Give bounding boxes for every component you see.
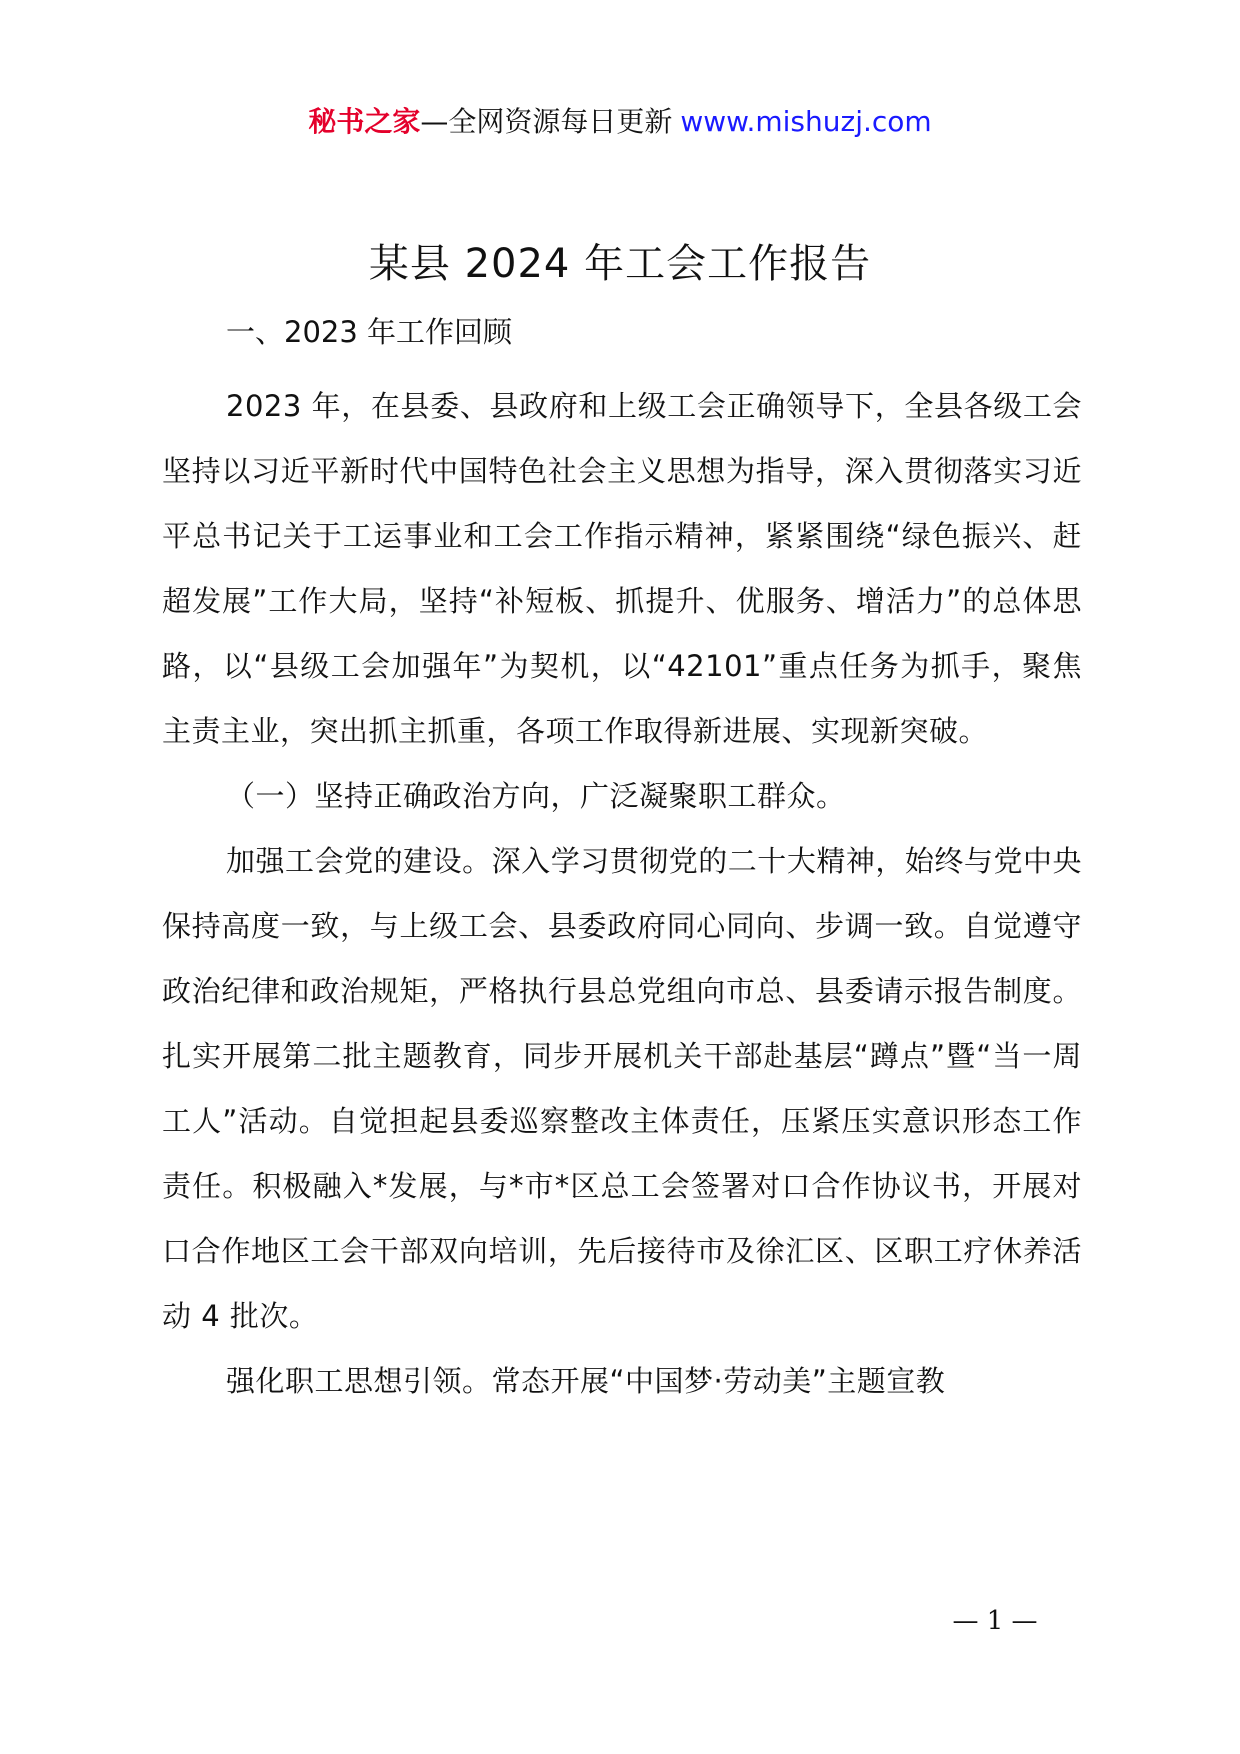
paragraph-intro: 2023 年，在县委、县政府和上级工会正确领导下，全县各级工会坚持以习近平新时代中国特色社会主义思想为指导，深入贯彻落实习近平总书记关于工运事业和工会工作指示精神，紧紧围绕“绿色振兴、赶超发展”工作大局，坚持“补短板、抓提升、优服务、增活力”的总体思路，以“县级工会加强年”为契机，以“42101”重点任务为抓手，聚焦主责主业，突出抓主抓重，各项工作取得新进展、实现新突破。 [162,389,1082,748]
section-heading: 一、2023 年工作回顾 [226,315,513,349]
site-header [0,100,1240,144]
header-slogan: —全网资源每日更新 [420,105,673,138]
site-url-link[interactable]: www.mishuzj.com [680,105,932,138]
page-number: — 1 — [952,1606,1038,1636]
paragraph-party-building: 加强工会党的建设。深入学习贯彻党的二十大精神，始终与党中央保持高度一致，与上级工会、县委政府同心同向、步调一致。自觉遵守政治纪律和政治规矩，严格执行县总党组向市总、县委请示报告制度。扎实开展第二批主题教育，同步开展机关干部赴基层“蹲点”暨“当一周工人”活动。自觉担起县委巡察整改主体责任，压紧压实意识形态工作责任。积极融入*发展，与*市*区总工会签署对口合作协议书，开展对口合作地区工会干部双向培训，先后接待市及徐汇区、区职工疗休养活动 4 批次。 [162,844,1082,1333]
paragraph-ideological-guidance: 强化职工思想引领。常态开展“中国梦·劳动美”主题宣教 [226,1364,946,1398]
document-title: 某县 2024 年工会工作报告 [368,241,872,287]
brand-name: 秘书之家 [308,105,421,138]
subsection-heading: （一）坚持正确政治方向，广泛凝聚职工群众。 [226,779,846,813]
document-body [162,310,1082,1414]
